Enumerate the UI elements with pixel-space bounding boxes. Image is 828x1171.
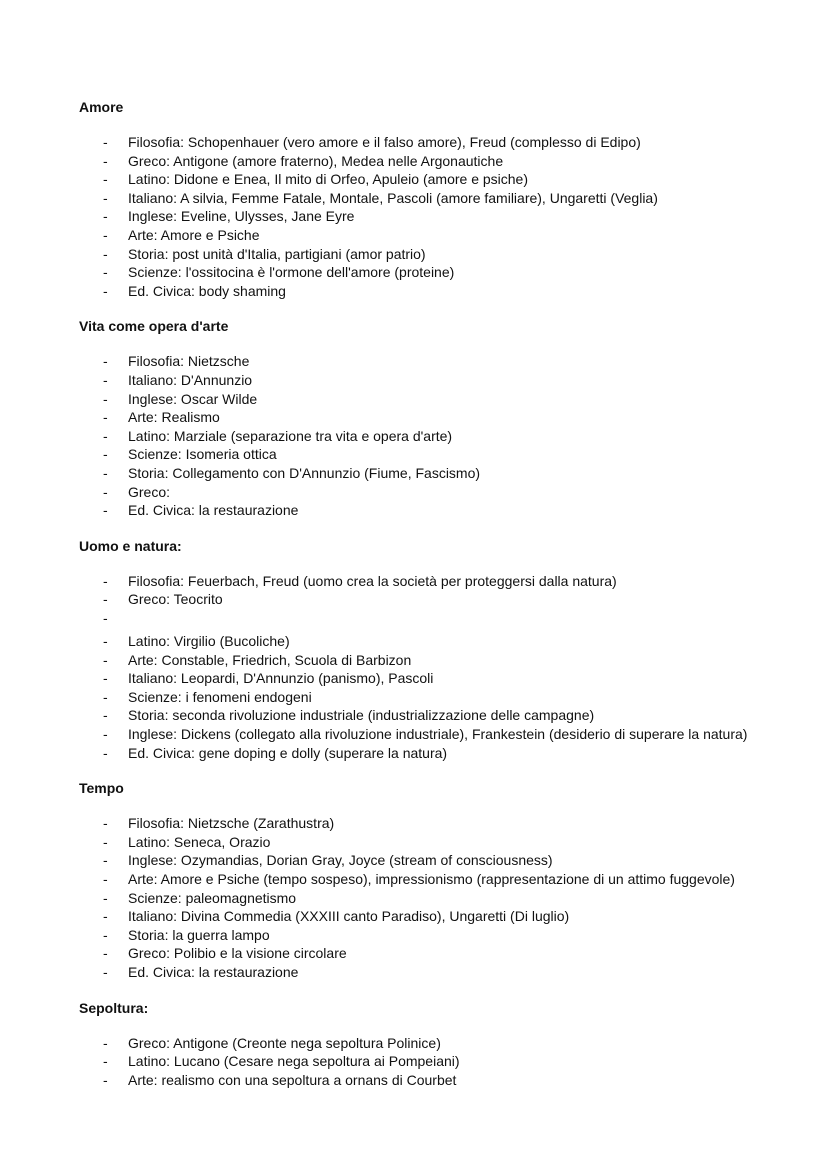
list-item-text: Scienze: Isomeria ottica: [128, 446, 277, 463]
bullet-dash: -: [103, 390, 108, 407]
list-item: [79, 926, 799, 945]
list-item: [79, 744, 799, 763]
list-item: [79, 963, 799, 982]
list-item: [79, 189, 799, 208]
section-title: Uomo e natura:: [79, 537, 182, 554]
bullet-dash: -: [103, 208, 108, 225]
bullet-dash: -: [103, 908, 108, 925]
bullet-dash: -: [103, 226, 108, 243]
list-item-text: Inglese: Ozymandias, Dorian Gray, Joyce (stream of consciousness): [128, 852, 553, 869]
bullet-dash: -: [103, 815, 108, 832]
list-item: [79, 427, 799, 446]
list-item: [79, 889, 799, 908]
list-item-text: Storia: seconda rivoluzione industriale (industrializzazione delle campagne): [128, 707, 595, 724]
list-item-text: Storia: la guerra lampo: [128, 926, 270, 943]
list-item: [79, 483, 799, 502]
list-item: [79, 464, 799, 483]
list-item-text: Arte: Realismo: [128, 409, 220, 426]
list-item-text: Greco: Antigone (Creonte nega sepoltura Polinice): [128, 1034, 441, 1051]
list-item-text: Greco:: [128, 483, 171, 500]
list-item: [79, 408, 799, 427]
section-list: [79, 352, 799, 519]
bullet-dash: -: [103, 688, 108, 705]
list-item-text: Latino: Didone e Enea, Il mito di Orfeo, Apuleio (amore e psiche): [128, 171, 528, 188]
list-item-text: Italiano: Divina Commedia (XXXIII canto Paradiso), Ungaretti (Di luglio): [128, 908, 570, 925]
bullet-dash: -: [103, 651, 108, 668]
list-item-text: Italiano: A silvia, Femme Fatale, Montale, Pascoli (amore familiare), Ungaretti (Veglia): [128, 189, 658, 206]
bullet-dash: -: [103, 609, 108, 626]
bullet-dash: -: [103, 852, 108, 869]
list-item: [79, 706, 799, 725]
list-item-text: Ed. Civica: la restaurazione: [128, 963, 299, 980]
list-item-text: Greco: Teocrito: [128, 591, 223, 608]
list-item: [79, 651, 799, 670]
list-item: [79, 572, 799, 591]
list-item-text: Italiano: D'Annunzio: [128, 371, 253, 388]
list-item-text: Inglese: Dickens (collegato alla rivoluzione industriale), Frankestein (desiderio di superare la natura): [128, 726, 748, 743]
section-title: Amore: [79, 99, 124, 115]
bullet-dash: -: [103, 245, 108, 262]
list-item-text: Arte: Amore e Psiche: [128, 226, 260, 243]
list-item: [79, 669, 799, 688]
bullet-dash: -: [103, 726, 108, 743]
bullet-dash: -: [103, 889, 108, 906]
list-item-text: Latino: Lucano (Cesare nega sepoltura ai Pompeiani): [128, 1053, 460, 1070]
bullet-dash: -: [103, 591, 108, 608]
bullet-dash: -: [103, 134, 108, 150]
list-item: [79, 263, 799, 282]
list-item-text: Scienze: l'ossitocina è l'ormone dell'amore (proteine): [128, 264, 455, 281]
bullet-dash: -: [103, 744, 108, 761]
list-item: [79, 152, 799, 171]
list-item: [79, 944, 799, 963]
list-item-text: Scienze: paleomagnetismo: [128, 889, 297, 906]
section-list: [79, 814, 799, 981]
section-list: [79, 1034, 799, 1090]
list-item-text: Ed. Civica: gene doping e dolly (superare la natura): [128, 744, 448, 761]
bullet-dash: -: [103, 833, 108, 850]
list-item: [79, 814, 799, 833]
bullet-dash: -: [103, 446, 108, 463]
list-item-text: Arte: Amore e Psiche (tempo sospeso), impressionismo (rappresentazione di un attimo fuggevole): [128, 871, 735, 887]
bullet-dash: -: [103, 502, 108, 519]
list-item: [79, 226, 799, 245]
bullet-dash: -: [103, 1053, 108, 1070]
bullet-dash: -: [103, 871, 108, 887]
list-item-text: Greco: Polibio e la visione circolare: [128, 945, 347, 962]
list-item: [79, 371, 799, 390]
section-list: [79, 133, 799, 300]
list-item: [79, 870, 799, 889]
section-list: [79, 572, 799, 763]
bullet-dash: -: [103, 483, 108, 500]
list-item-text: Inglese: Eveline, Ulysses, Jane Eyre: [128, 208, 355, 225]
bullet-dash: -: [103, 171, 108, 188]
list-item-text: Italiano: Leopardi, D'Annunzio (panismo), Pascoli: [128, 670, 434, 687]
bullet-dash: -: [103, 707, 108, 724]
list-item: [79, 207, 799, 226]
bullet-dash: -: [103, 963, 108, 980]
list-item: [79, 390, 799, 409]
bullet-dash: -: [103, 1034, 108, 1051]
list-item-text: Inglese: Oscar Wilde: [128, 390, 258, 407]
list-item: [79, 245, 799, 264]
list-item-text: Ed. Civica: la restaurazione: [128, 502, 299, 519]
list-item-text: Storia: Collegamento con D'Annunzio (Fiume, Fascismo): [128, 464, 481, 481]
list-item-text: Filosofia: Nietzsche: [128, 353, 250, 370]
list-item: [79, 1071, 799, 1090]
list-item: [79, 501, 799, 520]
list-item: [79, 352, 799, 371]
list-item-text: Latino: Marziale (separazione tra vita e opera d'arte): [128, 427, 453, 444]
bullet-dash: -: [103, 409, 108, 426]
bullet-dash: -: [103, 371, 108, 388]
section-title: Tempo: [79, 780, 124, 797]
list-item-text: Latino: Virgilio (Bucoliche): [128, 633, 290, 650]
bullet-dash: -: [103, 282, 108, 299]
list-item-text: Arte: Constable, Friedrich, Scuola di Barbizon: [128, 651, 412, 668]
list-item-text: Greco: Antigone (amore fraterno), Medea nelle Argonautiche: [128, 152, 504, 169]
list-item: [79, 590, 799, 609]
list-item-text: Scienze: i fenomeni endogeni: [128, 688, 312, 705]
list-item: [79, 133, 799, 152]
list-item: [79, 609, 799, 632]
list-item-text: Filosofia: Nietzsche (Zarathustra): [128, 815, 335, 832]
list-item: [79, 1052, 799, 1071]
bullet-dash: -: [103, 633, 108, 650]
section-title: Vita come opera d'arte: [79, 318, 229, 335]
section-title: Sepoltura:: [79, 999, 149, 1016]
document-page: [79, 98, 799, 1106]
bullet-dash: -: [103, 926, 108, 943]
list-item: [79, 907, 799, 926]
list-item-text: Latino: Seneca, Orazio: [128, 833, 271, 850]
list-item-text: Arte: realismo con una sepoltura a ornans di Courbet: [128, 1071, 457, 1088]
bullet-dash: -: [103, 427, 108, 444]
list-item: [79, 170, 799, 189]
list-item: [79, 851, 799, 870]
bullet-dash: -: [103, 264, 108, 281]
list-item: [79, 282, 799, 301]
list-item: [79, 833, 799, 852]
list-item: [79, 445, 799, 464]
list-item-text: Ed. Civica: body shaming: [128, 282, 286, 299]
list-item: [79, 632, 799, 651]
bullet-dash: -: [103, 353, 108, 370]
bullet-dash: -: [103, 189, 108, 206]
list-item-text: Storia: post unità d'Italia, partigiani (amor patrio): [128, 245, 426, 262]
bullet-dash: -: [103, 572, 108, 589]
list-item-text: Filosofia: Schopenhauer (vero amore e il falso amore), Freud (complesso di Edipo): [128, 134, 641, 150]
bullet-dash: -: [103, 464, 108, 481]
list-item: [79, 1034, 799, 1053]
list-item-text: Filosofia: Feuerbach, Freud (uomo crea la società per proteggersi dalla natura): [128, 572, 617, 589]
bullet-dash: -: [103, 670, 108, 687]
bullet-dash: -: [103, 1071, 108, 1088]
bullet-dash: -: [103, 945, 108, 962]
list-item: [79, 688, 799, 707]
list-item: [79, 725, 799, 744]
bullet-dash: -: [103, 152, 108, 169]
